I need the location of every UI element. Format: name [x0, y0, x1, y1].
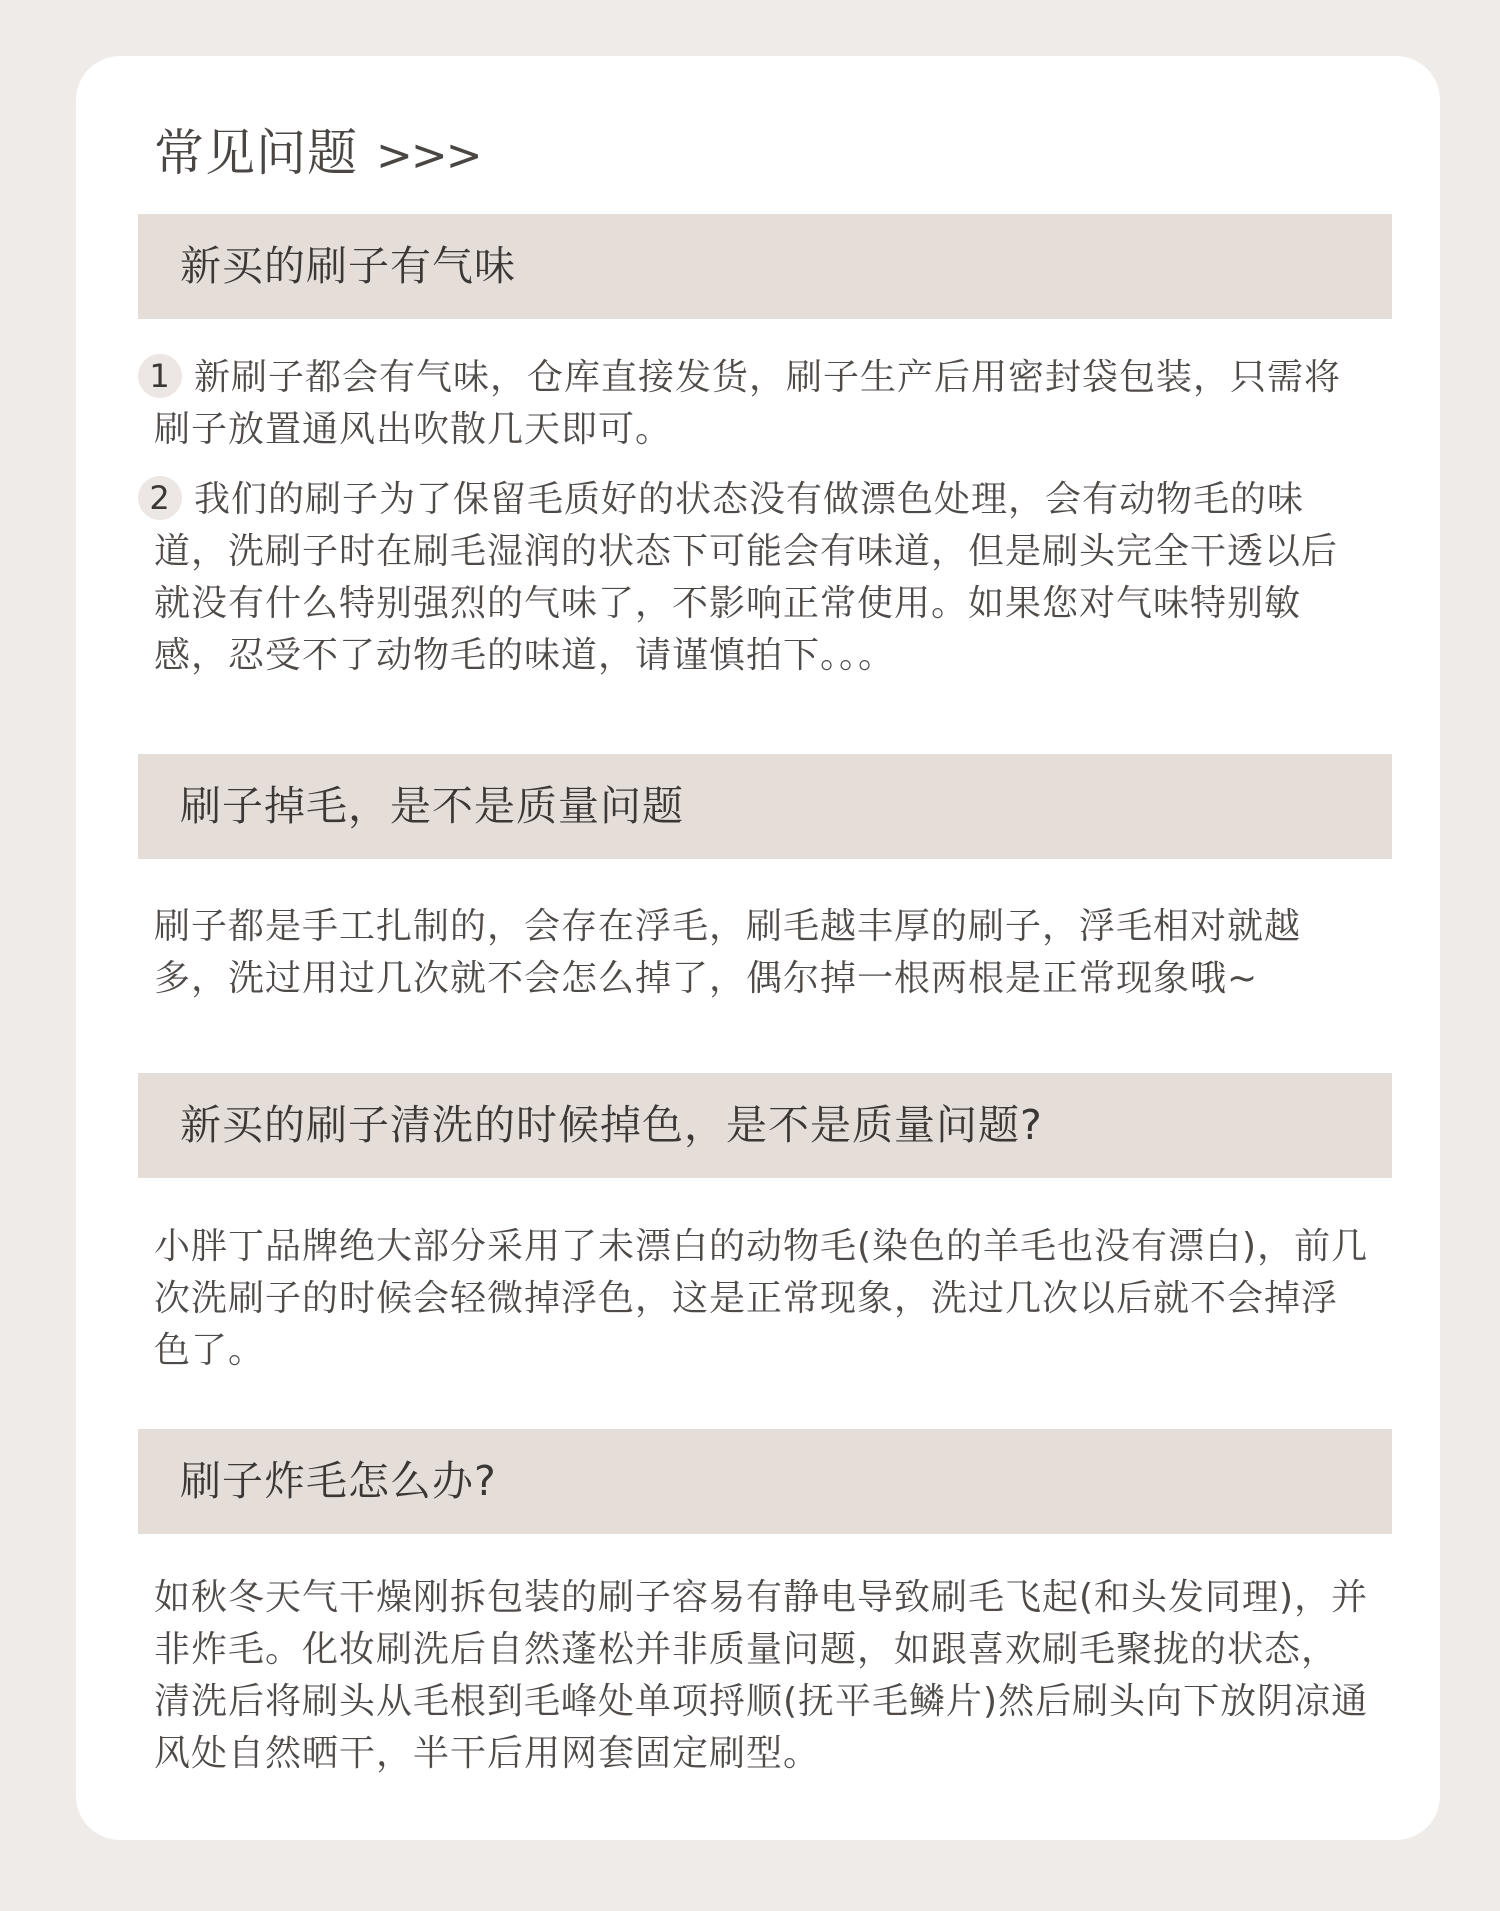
- question-bar: [138, 754, 1392, 859]
- faq-card: [76, 56, 1440, 1840]
- faq-heading: [154, 118, 481, 191]
- question-title: 刷子掉毛，是不是质量问题: [180, 782, 684, 830]
- answer-item: [149, 474, 1369, 682]
- answer-item: [149, 352, 1369, 456]
- question-title: 刷子炸毛怎么办?: [180, 1457, 497, 1505]
- question-title: 新买的刷子有气味: [180, 242, 516, 290]
- question-title: 新买的刷子清洗的时候掉色，是不是质量问题?: [180, 1101, 1043, 1149]
- answer-text: 如秋冬天气干燥刚拆包装的刷子容易有静电导致刷毛飞起(和头发同理)，并非炸毛。化妆刷洗后自然蓬松并非质量问题，如跟喜欢刷毛聚拢的状态，清洗后将刷头从毛根到毛峰处单项捋顺(抚平毛鳞片)然后刷头向下放阴凉通风处自然晒干，半干后用网套固定刷型。: [154, 1577, 1369, 1774]
- question-bar: [138, 214, 1392, 319]
- faq-heading-text: 常见问题: [154, 124, 358, 182]
- answer-text: 小胖丁品牌绝大部分采用了未漂白的动物毛(染色的羊毛也没有漂白)，前几次洗刷子的时候会轻微掉浮色，这是正常现象，洗过几次以后就不会掉浮色了。: [154, 1226, 1369, 1371]
- number-badge: 2: [138, 476, 182, 520]
- question-bar: [138, 1429, 1392, 1534]
- arrows-icon: >>>: [376, 130, 481, 181]
- answer-text: 刷子都是手工扎制的，会存在浮毛，刷毛越丰厚的刷子，浮毛相对就越多，洗过用过几次就不会怎么掉了，偶尔掉一根两根是正常现象哦~: [154, 906, 1302, 999]
- number-badge: 1: [138, 354, 182, 398]
- answer-text: 我们的刷子为了保留毛质好的状态没有做漂色处理，会有动物毛的味道，洗刷子时在刷毛湿润的状态下可能会有味道，但是刷头完全干透以后就没有什么特别强烈的气味了，不影响正常使用。如果您对气味特别敏感，忍受不了动物毛的味道，请谨慎拍下。。。: [154, 479, 1339, 676]
- question-bar: [138, 1073, 1392, 1178]
- answer-text: 新刷子都会有气味，仓库直接发货，刷子生产后用密封袋包装，只需将刷子放置通风出吹散几天即可。: [154, 357, 1342, 450]
